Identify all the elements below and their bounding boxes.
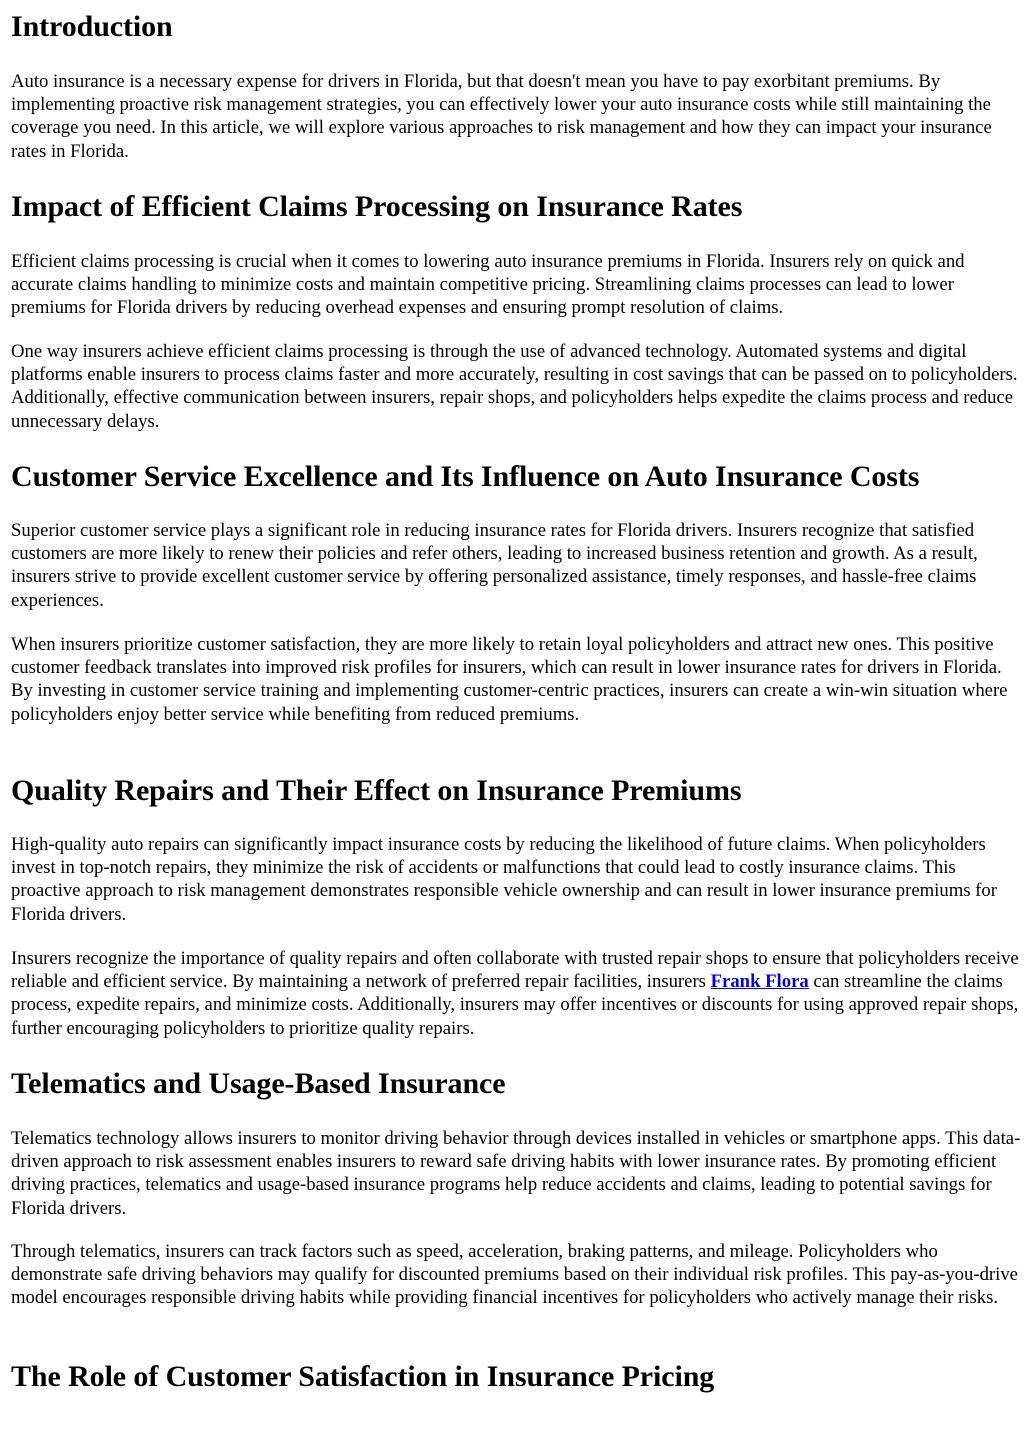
paragraph: Auto insurance is a necessary expense for drivers in Florida, but that doesn't mean you have to pay exorbitant premiums. By implementing proactive risk management strategies, you can effectively lower your auto insurance costs while still maintaining the coverage you need. In this article, we will explore various approaches to risk management and how they can impact your insurance rates in Florida. (11, 71, 992, 162)
paragraph-with-link (11, 947, 1021, 1040)
paragraph: Telematics technology allows insurers to monitor driving behavior through devices installed in vehicles or smartphone apps. This data-driven approach to risk assessment enables insurers to reward safe driving habits with lower insurance rates. By promoting efficient driving practices, telematics and usage-based insurance programs help reduce accidents and claims, leading to potential savings for Florida drivers. (11, 1128, 1021, 1219)
section-heading-customer-satisfaction: The Role of Customer Satisfaction in Insurance Pricing (11, 1360, 715, 1393)
section-heading-claims-processing: Impact of Efficient Claims Processing on Insurance Rates (11, 190, 743, 223)
section-heading-quality-repairs: Quality Repairs and Their Effect on Insurance Premiums (11, 774, 742, 807)
paragraph-text-after-link: can streamline the claims process, expedite repairs, and minimize costs. Additionally, insurers may offer incentives or discounts for using approved repair shops, further encouraging policyholders to prioritize quality repairs. (11, 971, 1019, 1039)
paragraph: Efficient claims processing is crucial when it comes to lowering auto insurance premiums in Florida. Insurers rely on quick and accurate claims handling to minimize costs and maintain competitive pricing. Streamlining claims processes can lead to lower premiums for Florida drivers by reducing overhead expenses and ensuring prompt resolution of claims. (11, 251, 965, 319)
paragraph: High-quality auto repairs can significantly impact insurance costs by reducing the likelihood of future claims. When policyholders invest in top-notch repairs, they minimize the risk of accidents or malfunctions that could lead to costly insurance claims. This proactive approach to risk management demonstrates responsible vehicle ownership and can result in lower insurance premiums for Florida drivers. (11, 834, 997, 925)
paragraph: Superior customer service plays a significant role in reducing insurance rates for Florida drivers. Insurers recognize that satisfied customers are more likely to renew their policies and refer others, leading to increased business retention and growth. As a result, insurers strive to provide excellent customer service by offering personalized assistance, timely responses, and hassle-free claims experiences. (11, 520, 978, 611)
paragraph: One way insurers achieve efficient claims processing is through the use of advanced technology. Automated systems and digital platforms enable insurers to process claims faster and more accurately, resulting in cost savings that can be passed on to policyholders. Additionally, effective communication between insurers, repair shops, and policyholders helps expedite the claims process and reduce unnecessary delays. (11, 341, 1018, 432)
paragraph-text-before-link: Insurers recognize the importance of quality repairs and often collaborate with trusted repair shops to ensure that policyholders receive reliable and efficient service. By maintaining a network of preferred repair facilities, insurers (11, 948, 1019, 993)
section-heading-telematics: Telematics and Usage-Based Insurance (11, 1067, 506, 1100)
frank-flora-link[interactable]: Frank Flora (710, 971, 809, 993)
paragraph: Through telematics, insurers can track factors such as speed, acceleration, braking patterns, and mileage. Policyholders who demonstrate safe driving behaviors may qualify for discounted premiums based on their individual risk profiles. This pay-as-you-drive model encourages responsible driving habits while providing financial incentives for policyholders who actively manage their risks. (11, 1241, 1018, 1309)
section-heading-customer-service: Customer Service Excellence and Its Influence on Auto Insurance Costs (11, 460, 920, 493)
paragraph: When insurers prioritize customer satisfaction, they are more likely to retain loyal policyholders and attract new ones. This positive customer feedback translates into improved risk profiles for insurers, which can result in lower insurance rates for drivers in Florida. By investing in customer service training and implementing customer-centric practices, insurers can create a win-win situation where policyholders enjoy better service while benefiting from reduced premiums. (11, 634, 1008, 725)
section-heading-introduction: Introduction (11, 10, 173, 43)
